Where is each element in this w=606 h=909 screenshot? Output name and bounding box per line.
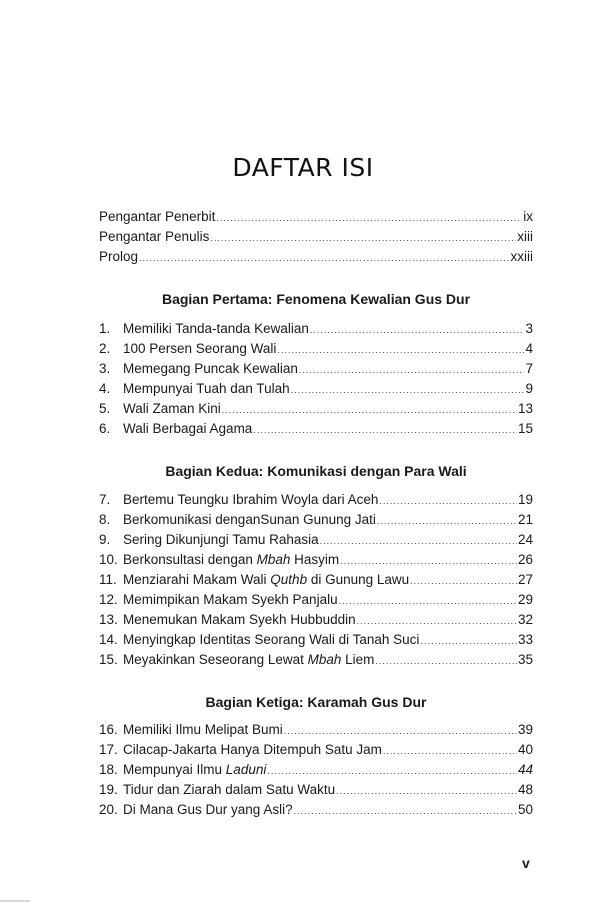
toc-entry-number: 20.	[99, 802, 118, 817]
toc-entry-page: xiii	[517, 229, 533, 244]
toc-entry-number: 6.	[99, 421, 111, 436]
dot-leader	[310, 320, 525, 340]
toc-entry-number: 11.	[99, 572, 117, 587]
toc-entry-page: 39	[517, 722, 533, 737]
toc-entry-label: Mempunyai Ilmu Laduni	[123, 762, 267, 777]
page-title: DAFTAR ISI	[232, 153, 374, 182]
scan-edge-mark	[0, 900, 30, 902]
toc-entry-page: 19	[517, 492, 533, 507]
toc-entry-label: Menyingkap Identitas Seorang Wali di Tanah Suci	[123, 632, 420, 647]
toc-entry-page: 35	[517, 652, 533, 667]
dot-leader	[139, 248, 509, 268]
toc-entry-page: 48	[517, 782, 533, 797]
toc-entry-page: 27	[517, 572, 533, 587]
toc-entry-label: Memimpikan Makam Syekh Panjalu	[123, 592, 338, 607]
toc-entry[interactable]	[99, 339, 533, 359]
toc-entry-number: 2.	[99, 341, 111, 356]
toc-entry-page: 24	[517, 532, 533, 547]
toc-entry[interactable]	[99, 399, 533, 419]
toc-entry-page: 32	[517, 612, 533, 627]
toc-entry-label: Memegang Puncak Kewalian	[123, 361, 298, 376]
toc-entry-page: 40	[517, 742, 533, 757]
toc-entry-label: 100 Persen Seorang Wali	[123, 341, 277, 356]
toc-entry[interactable]	[99, 550, 533, 570]
section-heading: Bagian Pertama: Fenomena Kewalian Gus Dur	[161, 291, 471, 307]
front-matter-list	[99, 207, 533, 267]
dot-leader	[339, 591, 517, 611]
section-3-list	[99, 720, 533, 820]
toc-entry-number: 15.	[99, 652, 118, 667]
toc-entry-label: Meyakinkan Seseorang Lewat Mbah Liem	[123, 652, 375, 667]
dot-leader	[410, 571, 517, 591]
section-2-list	[99, 490, 533, 670]
dot-leader	[336, 781, 517, 801]
toc-entry[interactable]	[99, 740, 533, 760]
toc-entry-page: xxiii	[510, 249, 533, 264]
toc-entry-label: Wali Berbagai Agama	[123, 421, 253, 436]
toc-entry-label: Pengantar Penulis	[99, 229, 210, 244]
toc-entry-page: 29	[517, 592, 533, 607]
toc-entry-number: 19.	[99, 782, 118, 797]
toc-entry[interactable]	[99, 780, 533, 800]
toc-entry-label: Mempunyai Tuah dan Tulah	[123, 381, 290, 396]
toc-entry-page: 3	[525, 321, 533, 336]
dot-leader	[320, 531, 517, 551]
toc-entry-number: 10.	[99, 552, 118, 567]
dot-leader	[277, 340, 524, 360]
dot-leader	[253, 420, 517, 440]
toc-entry[interactable]	[99, 800, 533, 820]
toc-entry-page: ix	[523, 209, 533, 224]
toc-entry-number: 8.	[99, 512, 111, 527]
toc-entry[interactable]	[99, 510, 533, 530]
toc-entry[interactable]	[99, 247, 533, 267]
toc-entry-number: 12.	[99, 592, 118, 607]
dot-leader	[383, 741, 517, 761]
toc-entry-number: 18.	[99, 762, 118, 777]
toc-entry-label: Menziarahi Makam Wali Quthb di Gunung Lawu	[123, 572, 410, 587]
toc-entry[interactable]	[99, 530, 533, 550]
toc-entry[interactable]	[99, 419, 533, 439]
toc-entry-page: 9	[525, 381, 533, 396]
toc-entry[interactable]	[99, 319, 533, 339]
toc-entry-label: Memiliki Tanda-tanda Kewalian	[123, 321, 309, 336]
toc-entry[interactable]	[99, 610, 533, 630]
toc-entry-number: 9.	[99, 532, 111, 547]
dot-leader	[210, 228, 516, 248]
toc-entry-page: 21	[517, 512, 533, 527]
section-heading: Bagian Ketiga: Karamah Gus Dur	[205, 694, 427, 710]
dot-leader	[420, 631, 517, 651]
toc-entry-label: Cilacap-Jakarta Hanya Ditempuh Satu Jam	[123, 742, 382, 757]
toc-entry-number: 1.	[99, 321, 111, 336]
toc-entry-label: Berkomunikasi denganSunan Gunung Jati	[123, 512, 376, 527]
dot-leader	[216, 208, 522, 228]
toc-entry[interactable]	[99, 650, 533, 670]
toc-entry[interactable]	[99, 760, 533, 780]
toc-entry[interactable]	[99, 570, 533, 590]
toc-entry-page: 13	[517, 401, 533, 416]
toc-entry[interactable]	[99, 379, 533, 399]
dot-leader	[291, 380, 525, 400]
toc-entry-page: 4	[525, 341, 533, 356]
toc-entry[interactable]	[99, 490, 533, 510]
toc-entry[interactable]	[99, 207, 533, 227]
dot-leader	[267, 761, 517, 781]
toc-entry-page: 33	[517, 632, 533, 647]
page-number: v	[522, 855, 530, 871]
toc-entry-label: Menemukan Makam Syekh Hubbuddin	[123, 612, 356, 627]
toc-entry-number: 4.	[99, 381, 111, 396]
toc-entry-number: 13.	[99, 612, 118, 627]
toc-entry-number: 16.	[99, 722, 118, 737]
toc-entry-label: Berkonsultasi dengan Mbah Hasyim	[123, 552, 340, 567]
toc-entry-page: 50	[517, 802, 533, 817]
toc-entry-label: Di Mana Gus Dur yang Asli?	[123, 802, 293, 817]
toc-entry-label: Prolog	[99, 249, 139, 264]
toc-entry[interactable]	[99, 720, 533, 740]
toc-entry-page: 26	[517, 552, 533, 567]
toc-entry[interactable]	[99, 227, 533, 247]
toc-entry-number: 3.	[99, 361, 111, 376]
toc-entry[interactable]	[99, 359, 533, 379]
toc-entry-number: 17.	[99, 742, 118, 757]
dot-leader	[379, 491, 517, 511]
toc-entry-page: 15	[517, 421, 533, 436]
section-heading: Bagian Kedua: Komunikasi dengan Para Wali	[165, 463, 467, 479]
dot-leader	[377, 511, 517, 531]
toc-entry-label: Wali Zaman Kini	[123, 401, 221, 416]
section-1-list	[99, 319, 533, 439]
toc-entry-label: Sering Dikunjungi Tamu Rahasia	[123, 532, 319, 547]
dot-leader	[340, 551, 517, 571]
toc-entry[interactable]	[99, 630, 533, 650]
dot-leader	[375, 651, 517, 671]
toc-entry-label: Tidur dan Ziarah dalam Satu Waktu	[123, 782, 336, 797]
dot-leader	[284, 721, 517, 741]
toc-entry-label: Bertemu Teungku Ibrahim Woyla dari Aceh	[123, 492, 379, 507]
toc-entry-number: 7.	[99, 492, 111, 507]
toc-entry-number: 5.	[99, 401, 111, 416]
toc-entry[interactable]	[99, 590, 533, 610]
toc-entry-page: 7	[525, 361, 533, 376]
toc-entry-label: Pengantar Penerbit	[99, 209, 216, 224]
toc-entry-number: 14.	[99, 632, 118, 647]
dot-leader	[299, 360, 525, 380]
dot-leader	[294, 801, 517, 821]
toc-entry-label: Memiliki Ilmu Melipat Bumi	[123, 722, 283, 737]
dot-leader	[357, 611, 517, 631]
toc-entry-page: 44	[517, 762, 533, 777]
dot-leader	[222, 400, 517, 420]
